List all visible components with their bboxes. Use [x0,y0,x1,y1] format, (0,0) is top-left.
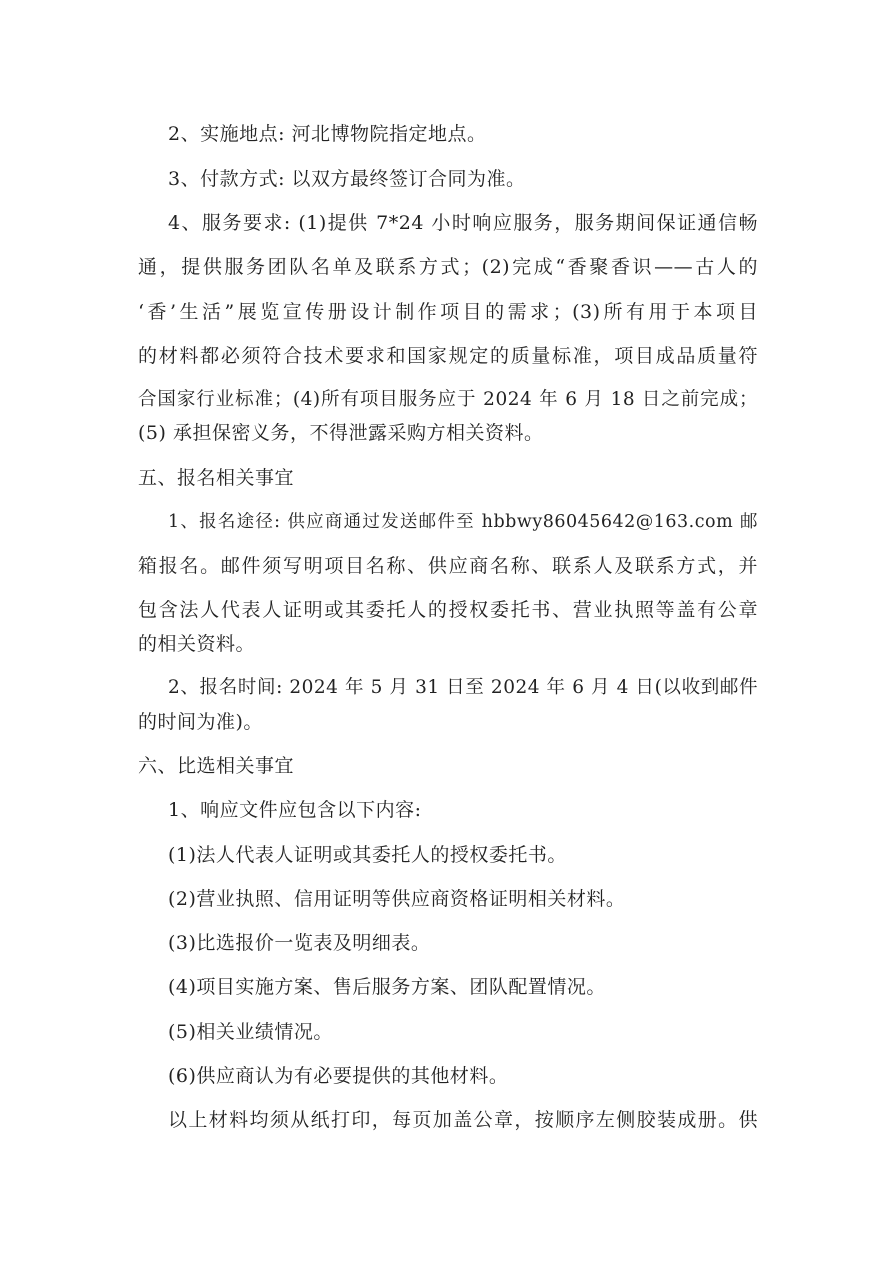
item-registration-method-line-1: 1、报名途径: 供应商通过发送邮件至 hbbwy86045642@163.com 邮 [168,512,758,532]
item-registration-method-line-3: 包含法人代表人证明或其委托人的授权委托书、营业执照等盖有公章 [138,599,758,621]
item-response-documents: 1、响应文件应包含以下内容: [168,799,422,821]
list-item-4: (4)项目实施方案、售后服务方案、团队配置情况。 [168,976,606,998]
item-registration-time-line-1: 2、报名时间: 2024 年 5 月 31 日至 2024 年 6 月 4 日(以收到邮件 [168,677,758,698]
list-item-3: (3)比选报价一览表及明细表。 [168,932,431,954]
list-item-5: (5)相关业绩情况。 [168,1021,333,1043]
item-implementation-location: 2、实施地点: 河北博物院指定地点。 [168,123,487,145]
item-service-requirements-line-5: 合国家行业标准；(4)所有项目服务应于 2024 年 6 月 18 日之前完成； [138,389,758,410]
section-heading-registration: 五、报名相关事宜 [138,467,295,489]
list-item-6: (6)供应商认为有必要提供的其他材料。 [168,1065,509,1087]
item-registration-method-line-2: 箱报名。邮件须写明项目名称、供应商名称、联系人及联系方式，并 [138,555,758,577]
item-service-requirements-line-6: (5) 承担保密义务，不得泄露采购方相关资料。 [138,422,544,444]
section-heading-selection: 六、比选相关事宜 [138,755,295,777]
item-service-requirements-line-1: 4、服务要求: (1)提供 7*24 小时响应服务，服务期间保证通信畅 [168,212,758,234]
item-registration-method-line-4: 的相关资料。 [138,633,256,655]
item-registration-time-line-2: 的时间为准)。 [138,711,263,733]
item-service-requirements-line-3: ‘香’生活”展览宣传册设计制作项目的需求；(3)所有用于本项目 [138,301,758,323]
list-item-2: (2)营业执照、信用证明等供应商资格证明相关材料。 [168,888,626,910]
item-payment-method: 3、付款方式: 以双方最终签订合同为准。 [168,168,526,190]
item-service-requirements-line-2: 通，提供服务团队名单及联系方式；(2)完成“香聚香识——古人的 [138,256,758,278]
list-item-1: (1)法人代表人证明或其委托人的授权委托书。 [168,844,567,866]
item-service-requirements-line-4: 的材料都必须符合技术要求和国家规定的质量标准，项目成品质量符 [138,345,758,367]
paragraph-binding-requirements: 以上材料均须从纸打印，每页加盖公章，按顺序左侧胶装成册。供 [168,1109,758,1131]
